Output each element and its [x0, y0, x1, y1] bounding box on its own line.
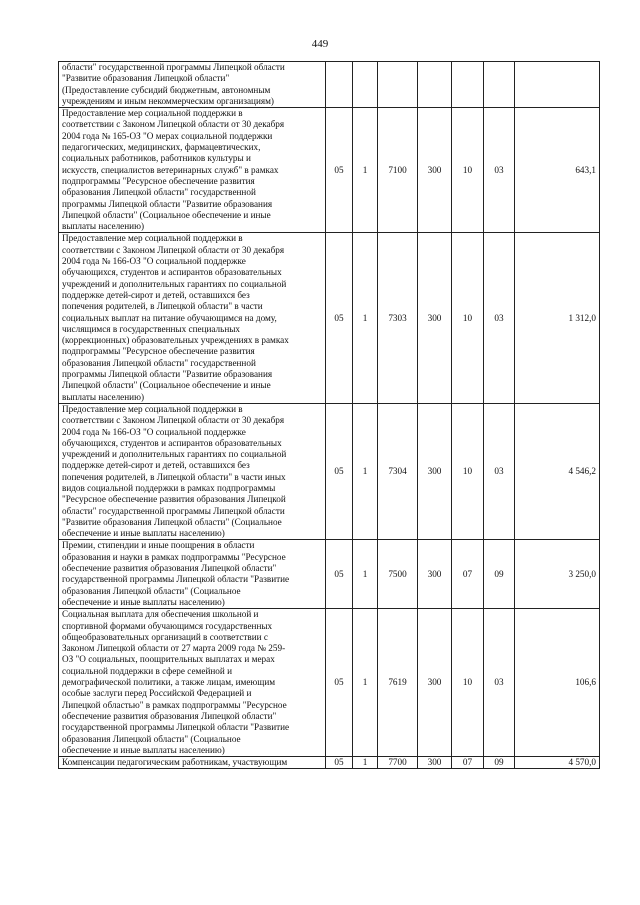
table-row	[59, 757, 600, 769]
cell-code-6: 03	[484, 609, 515, 757]
cell-code-6	[484, 62, 515, 108]
cell-code-5: 10	[452, 233, 484, 403]
page-number: 449	[311, 38, 329, 50]
cell-code-2: 1	[353, 757, 378, 769]
cell-code-6: 03	[484, 233, 515, 403]
cell-code-5	[452, 62, 484, 108]
cell-code-1: 05	[326, 609, 353, 757]
row-description: области" государственной программы Липецкой области "Развитие образования Липецкой области" (Предоставление субсидий бюджетным, автономным учреждениям и иным некоммерческим организациям)	[59, 62, 326, 108]
cell-code-1: 05	[326, 233, 353, 403]
cell-code-3: 7100	[378, 108, 418, 233]
cell-code-5: 10	[452, 108, 484, 233]
cell-amount: 4 546,2	[515, 403, 600, 540]
cell-code-2: 1	[353, 233, 378, 403]
cell-amount: 106,6	[515, 609, 600, 757]
cell-code-4: 300	[418, 233, 452, 403]
cell-code-4: 300	[418, 108, 452, 233]
cell-code-5: 07	[452, 540, 484, 609]
cell-code-1: 05	[326, 403, 353, 540]
table-row	[59, 609, 600, 757]
row-description: Предоставление мер социальной поддержки в соответствии с Законом Липецкой области от 30 декабря 2004 года № 166-ОЗ "О социальной поддержке обучающихся, студентов и аспирантов образовательных учреждений и дополнительных гарантиях по социальной поддержке детей-сирот и детей, оставшихся без попечения родителей, в Липецкой области" в части иных видов социальной поддержки в рамках подпрограммы "Ресурсное обеспечение развития образования Липецкой области" государственной программы Липецкой области "Развитие образования Липецкой области" (Социальное обеспечение и иные выплаты населению)	[59, 403, 326, 540]
cell-amount: 4 570,0	[515, 757, 600, 769]
table-row	[59, 233, 600, 403]
budget-table-body	[59, 62, 600, 769]
table-row	[59, 540, 600, 609]
row-description: Компенсации педагогическим работникам, участвующим	[59, 757, 326, 769]
table-row	[59, 403, 600, 540]
cell-code-6: 03	[484, 108, 515, 233]
cell-code-1: 05	[326, 540, 353, 609]
cell-code-4: 300	[418, 757, 452, 769]
cell-code-1	[326, 62, 353, 108]
cell-code-3: 7303	[378, 233, 418, 403]
cell-code-2: 1	[353, 403, 378, 540]
cell-code-5: 10	[452, 609, 484, 757]
cell-code-5: 10	[452, 403, 484, 540]
cell-code-4	[418, 62, 452, 108]
cell-code-4: 300	[418, 609, 452, 757]
cell-code-3	[378, 62, 418, 108]
table-row	[59, 62, 600, 108]
cell-code-1: 05	[326, 108, 353, 233]
cell-code-6: 09	[484, 757, 515, 769]
cell-code-3: 7500	[378, 540, 418, 609]
cell-amount: 643,1	[515, 108, 600, 233]
cell-code-2: 1	[353, 108, 378, 233]
cell-code-2: 1	[353, 609, 378, 757]
cell-amount: 3 250,0	[515, 540, 600, 609]
cell-amount	[515, 62, 600, 108]
cell-code-5: 07	[452, 757, 484, 769]
cell-code-6: 03	[484, 403, 515, 540]
row-description: Предоставление мер социальной поддержки в соответствии с Законом Липецкой области от 30 декабря 2004 года № 165-ОЗ "О мерах социальной поддержки педагогических, медицинских, фармацевтических, социальных работников, работников культуры и искусств, специалистов ветеринарных служб" в рамках подпрограммы "Ресурсное обеспечение развития образования Липецкой области" государственной программы Липецкой области "Развитие образования Липецкой области" (Социальное обеспечение и иные выплаты населению)	[59, 108, 326, 233]
row-description: Социальная выплата для обеспечения школьной и спортивной формами обучающимся государственных общеобразовательных организаций в соответствии с Законом Липецкой области от 27 марта 2009 года № 259- ОЗ "О социальных, поощрительных выплатах и мерах социальной поддержки в сфере семейной и демографической политики, а также лицам, имеющим особые заслуги перед Российской Федерацией и Липецкой областью" в рамках подпрограммы "Ресурсное обеспечение развития образования Липецкой области" государственной программы Липецкой области "Развитие образования Липецкой области" (Социальное обеспечение и иные выплаты населению)	[59, 609, 326, 757]
cell-code-3: 7304	[378, 403, 418, 540]
row-description: Предоставление мер социальной поддержки в соответствии с Законом Липецкой области от 30 декабря 2004 года № 166-ОЗ "О социальной поддержке обучающихся, студентов и аспирантов образовательных учреждений и дополнительных гарантиях по социальной поддержке детей-сирот и детей, оставшихся без попечения родителей, в Липецкой области" в части социальных выплат на питание обучающимся на дому, числящимся в государственных специальных (коррекционных) образовательных учреждениях в рамках подпрограммы "Ресурсное обеспечение развития образования Липецкой области" государственной программы Липецкой области "Развитие образования Липецкой области" (Социальное обеспечение и иные выплаты населению)	[59, 233, 326, 403]
cell-code-3: 7619	[378, 609, 418, 757]
table-row	[59, 108, 600, 233]
cell-code-2: 1	[353, 540, 378, 609]
cell-code-3: 7700	[378, 757, 418, 769]
cell-code-1: 05	[326, 757, 353, 769]
row-description: Премии, стипендии и иные поощрения в области образования и науки в рамках подпрограммы "Ресурсное обеспечение развития образования Липецкой области" государственной программы Липецкой области "Развитие образования Липецкой области" (Социальное обеспечение и иные выплаты населению)	[59, 540, 326, 609]
budget-table	[58, 61, 600, 769]
cell-code-2	[353, 62, 378, 108]
cell-code-4: 300	[418, 540, 452, 609]
cell-code-6: 09	[484, 540, 515, 609]
cell-code-4: 300	[418, 403, 452, 540]
cell-amount: 1 312,0	[515, 233, 600, 403]
